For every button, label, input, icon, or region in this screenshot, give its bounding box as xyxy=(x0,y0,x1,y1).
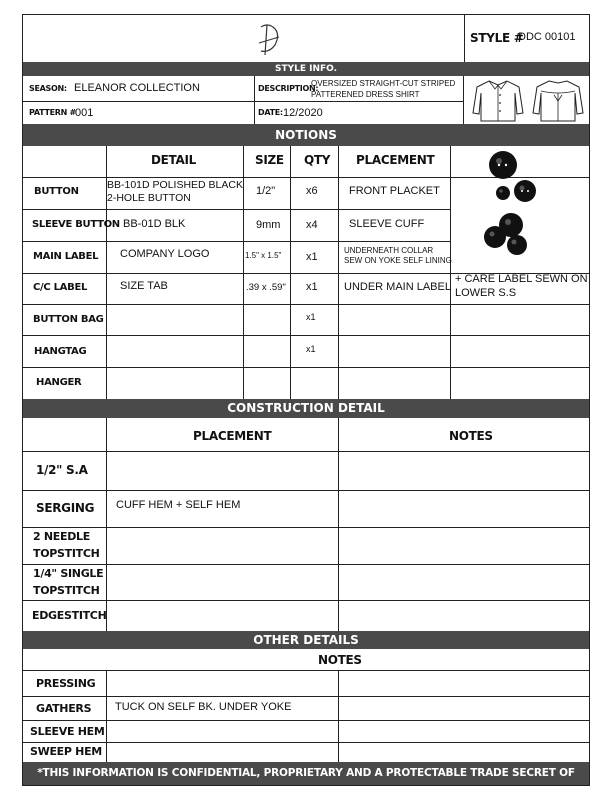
notion-extra-line2: LOWER S.S xyxy=(455,287,517,299)
season-label: SEASON: xyxy=(29,84,67,93)
brand-logo xyxy=(253,21,289,57)
date-label: DATE: xyxy=(258,108,283,117)
notion-placement-line1: UNDERNEATH COLLAR xyxy=(344,246,434,255)
sleeve-button-photo xyxy=(481,209,535,259)
style-number-label: STYLE # xyxy=(470,31,524,45)
notion-qty: x6 xyxy=(306,185,318,197)
construction-header-placement: PLACEMENT xyxy=(193,429,272,443)
notion-placement: UNDER MAIN LABEL xyxy=(344,281,451,293)
description-label: DESCRIPTION: xyxy=(258,84,319,93)
notion-label: BUTTON xyxy=(34,186,79,197)
notion-size: 1/2" xyxy=(256,185,276,197)
notion-size: 1.5" x 1.5" xyxy=(245,251,282,260)
other-label: SWEEP HEM xyxy=(30,745,102,758)
other-value: TUCK ON SELF BK. UNDER YOKE xyxy=(115,701,292,713)
other-notes-header: NOTES xyxy=(318,653,362,667)
other-label: GATHERS xyxy=(36,702,92,715)
notion-detail-line2: 2-HOLE BUTTON xyxy=(107,192,191,204)
notions-header-placement: PLACEMENT xyxy=(356,153,435,167)
shirt-front-sketch xyxy=(471,77,525,123)
other-details-title: OTHER DETAILS xyxy=(253,633,359,647)
pattern-value: 001 xyxy=(75,107,94,119)
notions-header-size: SIZE xyxy=(255,153,284,167)
notion-qty: x1 xyxy=(306,344,316,354)
notion-size: 9mm xyxy=(256,219,281,231)
date-value: 12/2020 xyxy=(283,107,323,119)
construction-label: 1/2" S.A xyxy=(36,463,88,477)
description-line1: OVERSIZED STRAIGHT-CUT STRIPED xyxy=(311,79,456,88)
footer-text: *THIS INFORMATION IS CONFIDENTIAL, PROPRIETARY AND A PROTECTABLE TRADE SECRET OF DILA DESIGNS.CO* xyxy=(37,767,575,802)
construction-placement: CUFF HEM + SELF HEM xyxy=(116,499,241,511)
notions-title: NOTIONS xyxy=(275,128,337,142)
confidentiality-footer xyxy=(23,762,589,802)
notion-qty: x1 xyxy=(306,281,318,293)
construction-label: EDGESTITCH xyxy=(32,609,107,622)
notion-label: HANGTAG xyxy=(34,346,87,357)
tech-pack-sheet xyxy=(22,14,590,802)
notion-placement-line2: SEW ON YOKE SELF LINING xyxy=(344,256,452,265)
notion-label: MAIN LABEL xyxy=(33,251,99,262)
construction-bar xyxy=(23,399,589,418)
notion-qty: x1 xyxy=(306,312,316,322)
other-label: PRESSING xyxy=(36,677,96,690)
notion-placement: SLEEVE CUFF xyxy=(349,218,425,230)
other-details-bar xyxy=(23,631,589,649)
construction-label: SERGING xyxy=(36,501,95,515)
description-line2: PATTERENED DRESS SHIRT xyxy=(311,90,420,99)
notion-qty: x1 xyxy=(306,251,318,263)
construction-label-line2: TOPSTITCH xyxy=(33,547,100,560)
notions-header-detail: DETAIL xyxy=(151,153,197,167)
style-info-bar xyxy=(23,62,589,76)
notion-label: SLEEVE BUTTON xyxy=(32,219,120,230)
notion-detail-line1: SIZE TAB xyxy=(120,280,168,292)
shirt-back-sketch xyxy=(531,77,585,123)
notion-detail-line1: BB-01D BLK xyxy=(123,218,186,230)
other-label: SLEEVE HEM xyxy=(30,725,105,738)
notion-qty: x4 xyxy=(306,219,318,231)
notion-label: BUTTON BAG xyxy=(33,314,104,325)
notion-extra-line1: + CARE LABEL SEWN ON xyxy=(455,273,588,285)
notion-label: C/C LABEL xyxy=(33,282,88,293)
notion-detail-line1: COMPANY LOGO xyxy=(120,248,210,260)
notions-header-qty: QTY xyxy=(304,153,331,167)
season-value: ELEANOR COLLECTION xyxy=(74,82,200,94)
construction-header-notes: NOTES xyxy=(449,429,493,443)
notion-detail-line1: BB-101D POLISHED BLACK xyxy=(107,179,243,191)
construction-label-line2: TOPSTITCH xyxy=(33,584,100,597)
notion-label: HANGER xyxy=(36,377,82,388)
construction-label-line1: 1/4" SINGLE xyxy=(33,567,104,580)
construction-label-line1: 2 NEEDLE xyxy=(33,530,90,543)
construction-title: CONSTRUCTION DETAIL xyxy=(227,401,385,415)
style-number-value: DDC 00101 xyxy=(518,31,576,43)
pattern-label: PATTERN # xyxy=(29,108,76,117)
notion-placement: FRONT PLACKET xyxy=(349,185,440,197)
style-info-title: STYLE INFO. xyxy=(274,64,338,74)
button-photo xyxy=(481,143,545,207)
notion-size: .39 x .59" xyxy=(246,282,286,293)
